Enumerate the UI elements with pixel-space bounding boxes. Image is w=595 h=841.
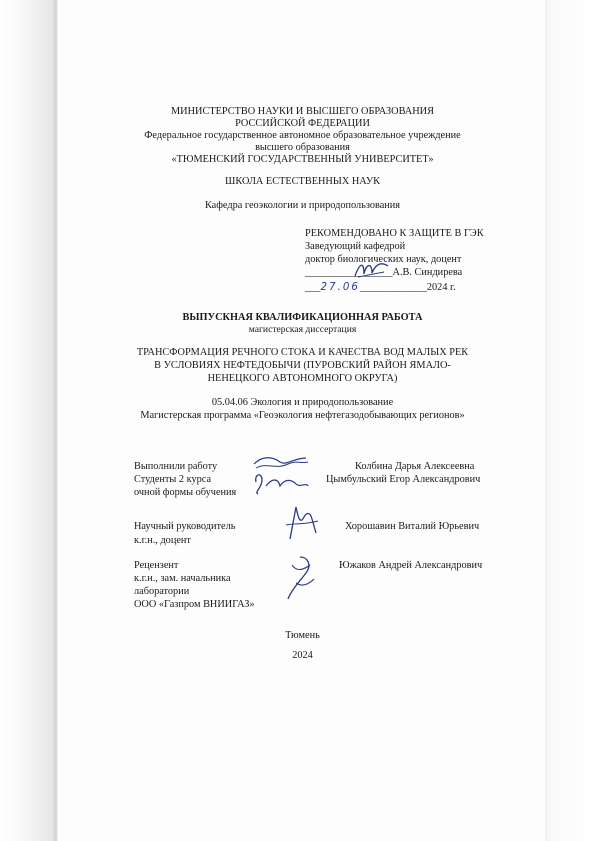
institution-line1: Федеральное государственное автономное образовательное учреждение: [144, 130, 461, 141]
school-name: ШКОЛА ЕСТЕСТВЕННЫХ НАУК: [225, 176, 380, 187]
advisor-signature: [282, 503, 324, 543]
year: 2024: [292, 650, 313, 661]
date-prefix: ___: [305, 282, 321, 293]
students-label2: Студенты 2 курса: [134, 474, 212, 485]
date-year: _____________2024 г.: [359, 282, 456, 293]
institution-line2: высшего образования: [255, 142, 350, 153]
work-type: ВЫПУСКНАЯ КВАЛИФИКАЦИОННАЯ РАБОТА: [182, 312, 423, 323]
program: Магистерская программа «Геоэкология нефтегазодобывающих регионов»: [140, 410, 465, 421]
advisor-name: Хорошавин Виталий Юрьевич: [345, 521, 480, 532]
reviewer-label1: Рецензент: [134, 560, 179, 571]
students-label1: Выполнили работу: [134, 461, 218, 472]
reviewer-signature: [278, 553, 322, 603]
reviewer-label2: к.г.н., зам. начальника: [134, 573, 231, 584]
advisor-label2: к.г.н., доцент: [134, 535, 191, 546]
approval-position: Заведующий кафедрой: [305, 241, 406, 252]
city: Тюмень: [285, 630, 320, 641]
scan-shadow-right: [545, 0, 595, 841]
work-subtype: магистерская диссертация: [248, 324, 357, 335]
reviewer-name: Южаков Андрей Александрович: [339, 560, 483, 571]
students-label3: очной формы обучения: [134, 487, 237, 498]
specialty: 05.04.06 Экология и природопользование: [211, 397, 394, 408]
advisor-label1: Научный руководитель: [134, 521, 236, 532]
ministry-line2: РОССИЙСКОЙ ФЕДЕРАЦИИ: [235, 118, 370, 129]
approval-title: РЕКОМЕНДОВАНО К ЗАЩИТЕ В ГЭК: [305, 228, 484, 239]
scan-shadow-left: [0, 0, 58, 841]
head-signature-mark: [352, 258, 392, 280]
work-title-line3: НЕНЕЦКОГО АВТОНОМНОГО ОКРУГА): [207, 373, 398, 384]
approval-degree: доктор биологических наук, доцент: [305, 254, 462, 265]
date-handwritten: 27.06: [320, 281, 360, 293]
work-title-line1: ТРАНСФОРМАЦИЯ РЕЧНОГО СТОКА И КАЧЕСТВА ВОД МАЛЫХ РЕК: [136, 347, 469, 358]
approval-date-line: [305, 281, 456, 294]
work-title-line2: В УСЛОВИЯХ НЕФТЕДОБЫЧИ (ПУРОВСКИЙ РАЙОН ЯМАЛО-: [154, 360, 451, 371]
student-signatures: [250, 452, 312, 498]
student1-name: Колбина Дарья Алексеевна: [355, 461, 475, 472]
approval-signature-line: _________________А.В. Синдирева: [305, 267, 463, 278]
university-name: «ТЮМЕНСКИЙ ГОСУДАРСТВЕННЫЙ УНИВЕРСИТЕТ»: [171, 154, 434, 165]
department-name: Кафедра геоэкологии и природопользования: [204, 200, 401, 211]
ministry-line1: МИНИСТЕРСТВО НАУКИ И ВЫСШЕГО ОБРАЗОВАНИЯ: [171, 106, 434, 117]
reviewer-label4: ООО «Газпром ВНИИГАЗ»: [134, 599, 255, 610]
reviewer-label3: лаборатории: [134, 586, 190, 597]
student2-name: Цымбульский Егор Александрович: [326, 474, 481, 485]
